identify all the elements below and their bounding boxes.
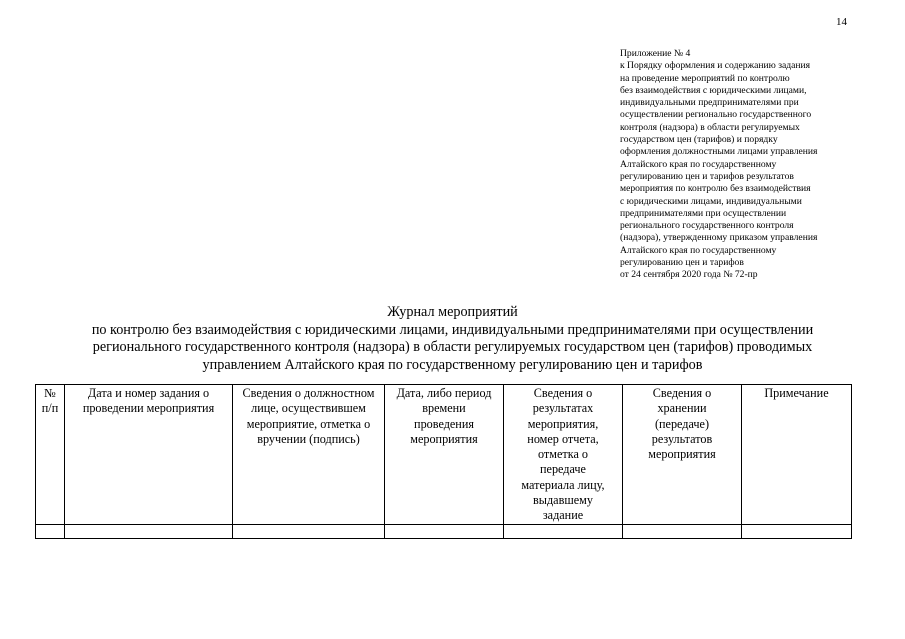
page-number: 14 [836,16,847,28]
column-header-text: проведения [414,416,474,431]
appendix-line: Алтайского края по государственному [620,158,777,170]
journal-title [20,304,885,374]
journal-subtitle-line: управлением Алтайского края по государственному регулированию цен и тарифов [202,356,703,373]
column-header-text: мероприятия, [527,416,599,431]
appendix-line: с юридическими лицами, индивидуальными [620,195,802,207]
column-header-text: п/п [41,401,59,416]
appendix-note [620,48,890,282]
column-header [65,385,233,525]
table-row [36,524,852,538]
table-cell [65,524,233,538]
table-header-row [36,385,852,525]
column-header-text: вручении (подпись) [257,431,360,446]
column-header-text: результатов [651,431,713,446]
column-header [385,385,504,525]
column-header-text: Примечание [764,386,829,400]
column-header-text: Дата и номер задания о [87,386,210,400]
appendix-line: осуществлении регионально государственного [620,109,812,121]
column-header [233,385,385,525]
appendix-line: оформления должностными лицами управления [620,146,818,158]
appendix-line: контроля (надзора) в области регулируемых [620,121,800,133]
column-header-text: номер отчета, [527,431,599,446]
appendix-line: мероприятия по контролю без взаимодействия [620,183,811,195]
column-header-text: мероприятие, отметка о [246,416,371,431]
column-header-text: времени [422,401,466,416]
appendix-line: регулированию цен и тарифов [620,257,744,269]
appendix-line: предпринимателями при осуществлении [620,207,787,219]
column-header-text: результатах [532,401,594,416]
column-header-text: передаче [540,462,586,477]
column-header-text: № [44,386,56,400]
journal-subtitle-line: регионального государственного контроля (надзора) в области регулируемых государством цен (тарифов) проводимых [92,339,813,355]
appendix-line: от 24 сентября 2020 года № 72-пр [620,269,758,281]
table-cell [504,524,623,538]
table-cell [385,524,504,538]
column-header-text: (передаче) [654,416,710,431]
column-header-text: задание [542,508,584,523]
column-header [36,385,65,525]
column-header-text: лице, осуществившем [251,401,366,416]
column-header-text: мероприятия [648,447,716,462]
appendix-line: на проведение мероприятий по контролю [620,72,790,84]
column-header-text: мероприятия [410,431,478,446]
appendix-line: государством цен (тарифов) и порядку [620,134,778,146]
appendix-line: регионального государственного контроля [620,220,794,232]
column-header-text: проведении мероприятия [82,401,215,416]
appendix-line: регулированию цен и тарифов результатов [620,170,794,182]
column-header-text: Сведения о [533,386,593,400]
journal-subtitle-line: по контролю без взаимодействия с юридическими лицами, индивидуальными предпринимателями при осуществлении [91,321,814,338]
appendix-line: Алтайского края по государственному [620,244,777,256]
table-cell [233,524,385,538]
appendix-line: Приложение № 4 [620,48,691,59]
column-header-text: Сведения о должностном [242,386,375,400]
column-header-text: выдавшему [533,493,593,508]
appendix-line: к Порядку оформления и содержанию задания [620,60,811,72]
table-cell [623,524,742,538]
column-header-text: материала лицу, [521,477,605,492]
journal-table [35,384,852,539]
appendix-line: (надзора), утвержденному приказом управления [620,232,818,244]
column-header-text: Дата, либо период [396,386,492,400]
column-header-text: отметка о [538,447,588,462]
appendix-line: без взаимодействия с юридическими лицами, [620,84,807,96]
column-header-text: Сведения о [652,386,712,400]
table-cell [742,524,852,538]
table-cell [36,524,65,538]
appendix-line: индивидуальными предпринимателями при [620,97,799,109]
column-header [504,385,623,525]
column-header [742,385,852,525]
journal-heading: Журнал мероприятий [387,304,518,320]
column-header-text: хранении [657,401,707,416]
column-header [623,385,742,525]
